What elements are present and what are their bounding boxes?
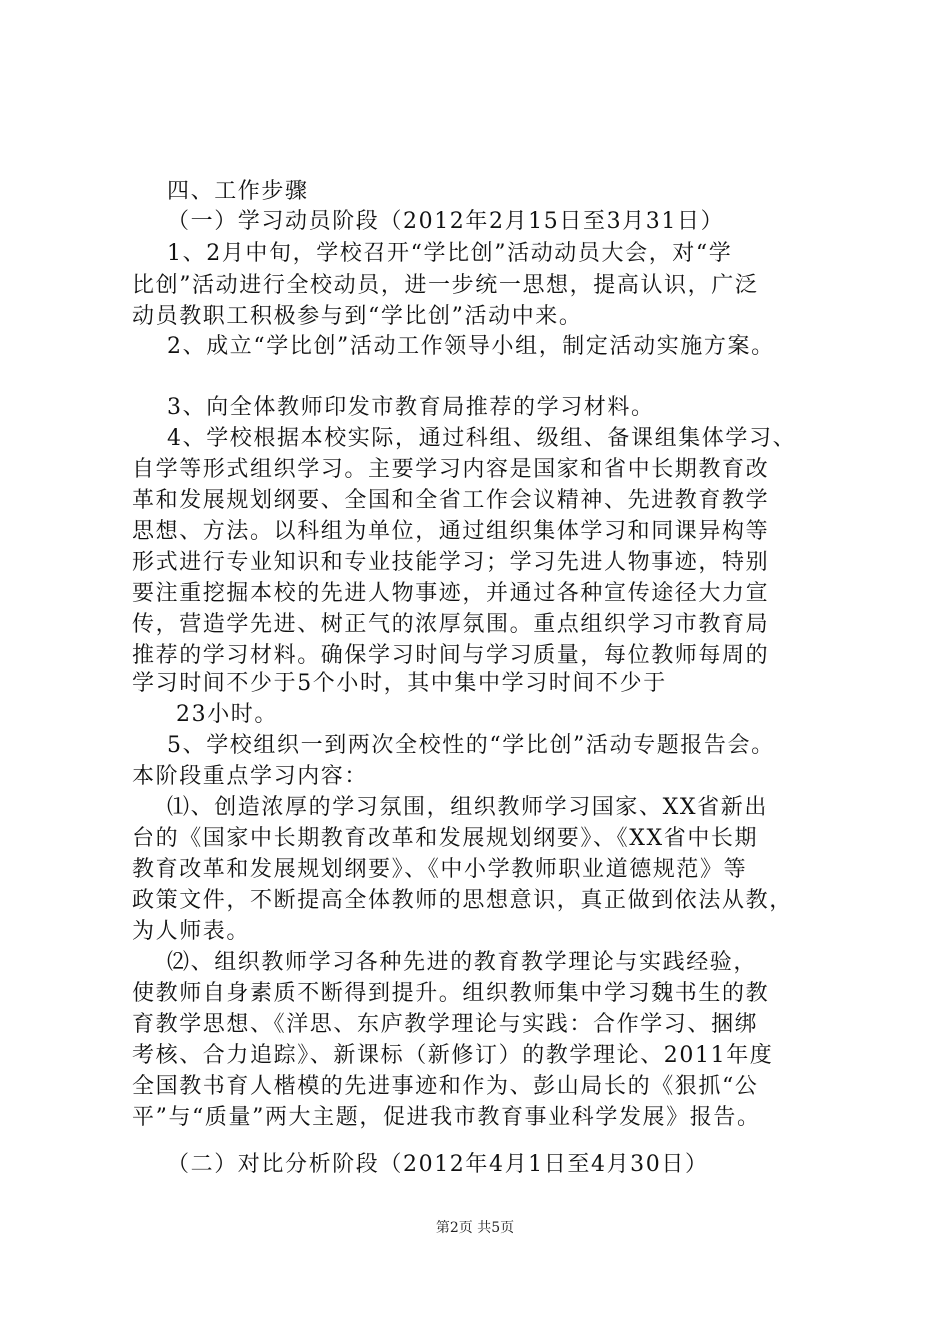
paragraph-line: 考核、合力追踪》、新课标（新修订）的教学理论、2011年度 xyxy=(132,1043,774,1068)
page-footer: 第2页 共5页 xyxy=(435,1220,515,1236)
paragraph-line: 为人师表。 xyxy=(132,919,251,944)
paragraph-line: 育教学思想、《洋思、东庐教学理论与实践：合作学习、捆绑 xyxy=(132,1012,759,1037)
paragraph-line: ⑵、组织教师学习各种先进的教育教学理论与实践经验， xyxy=(167,950,758,975)
section-heading: 四、工作步骤 xyxy=(167,179,309,204)
subsection-heading: （二）对比分析阶段（2012年4月1日至4月30日） xyxy=(167,1152,709,1177)
paragraph-line: 教育改革和发展规划纲要》、《中小学教师职业道德规范》等 xyxy=(132,857,748,882)
paragraph-line: 4、学校根据本校实际，通过科组、级组、备课组集体学习、 xyxy=(167,426,797,451)
paragraph-line: 使教师自身素质不断得到提升。组织教师集中学习魏书生的教 xyxy=(132,981,770,1006)
paragraph-line: 传，营造学先进、树正气的浓厚氛围。重点组织学习市教育局 xyxy=(132,612,770,637)
paragraph-line: 革和发展规划纲要、全国和全省工作会议精神、先进教育教学 xyxy=(132,488,770,513)
paragraph-line: 本阶段重点学习内容： xyxy=(132,764,369,789)
paragraph-line: 平”与“质量”两大主题，促进我市教育事业科学发展》报告。 xyxy=(132,1105,761,1130)
paragraph-line: 3、向全体教师印发市教育局推荐的学习材料。 xyxy=(167,395,655,420)
paragraph-line: 政策文件，不断提高全体教师的思想意识，真正做到依法从教， xyxy=(132,888,793,913)
paragraph-line: 动员教职工积极参与到“学比创”活动中来。 xyxy=(132,304,583,329)
paragraph-line: 1、2月中旬，学校召开“学比创”活动动员大会，对“学 xyxy=(167,241,733,266)
paragraph-line: 比创”活动进行全校动员，进一步统一思想，提高认识，广泛 xyxy=(132,273,759,298)
paragraph-line: 自学等形式组织学习。主要学习内容是国家和省中长期教育改 xyxy=(132,457,770,482)
paragraph-line: 全国教书育人楷模的先进事迹和作为、彭山局长的《狠抓“公 xyxy=(132,1074,759,1099)
paragraph-line: ⑴、创造浓厚的学习氛围，组织教师学习国家、XX省新出 xyxy=(167,795,768,820)
paragraph-line: 学习时间不少于5个小时，其中集中学习时间不少于 xyxy=(132,671,667,696)
paragraph-line: 23小时。 xyxy=(176,702,278,727)
paragraph-line: 形式进行专业知识和专业技能学习；学习先进人物事迹，特别 xyxy=(132,550,770,575)
paragraph-line: 2、成立“学比创”活动工作领导小组，制定活动实施方案。 xyxy=(167,334,775,359)
paragraph-line: 5、学校组织一到两次全校性的“学比创”活动专题报告会。 xyxy=(167,733,775,758)
paragraph-line: 推荐的学习材料。确保学习时间与学习质量，每位教师每周的 xyxy=(132,643,770,668)
paragraph-line: 要注重挖掘本校的先进人物事迹，并通过各种宣传途径大力宣 xyxy=(132,581,770,606)
subsection-heading: （一）学习动员阶段（2012年2月15日至3月31日） xyxy=(167,209,725,234)
paragraph-line: 思想、方法。以科组为单位，通过组织集体学习和同课异构等 xyxy=(132,519,770,544)
paragraph-line: 台的《国家中长期教育改革和发展规划纲要》、《XX省中长期 xyxy=(132,826,759,851)
